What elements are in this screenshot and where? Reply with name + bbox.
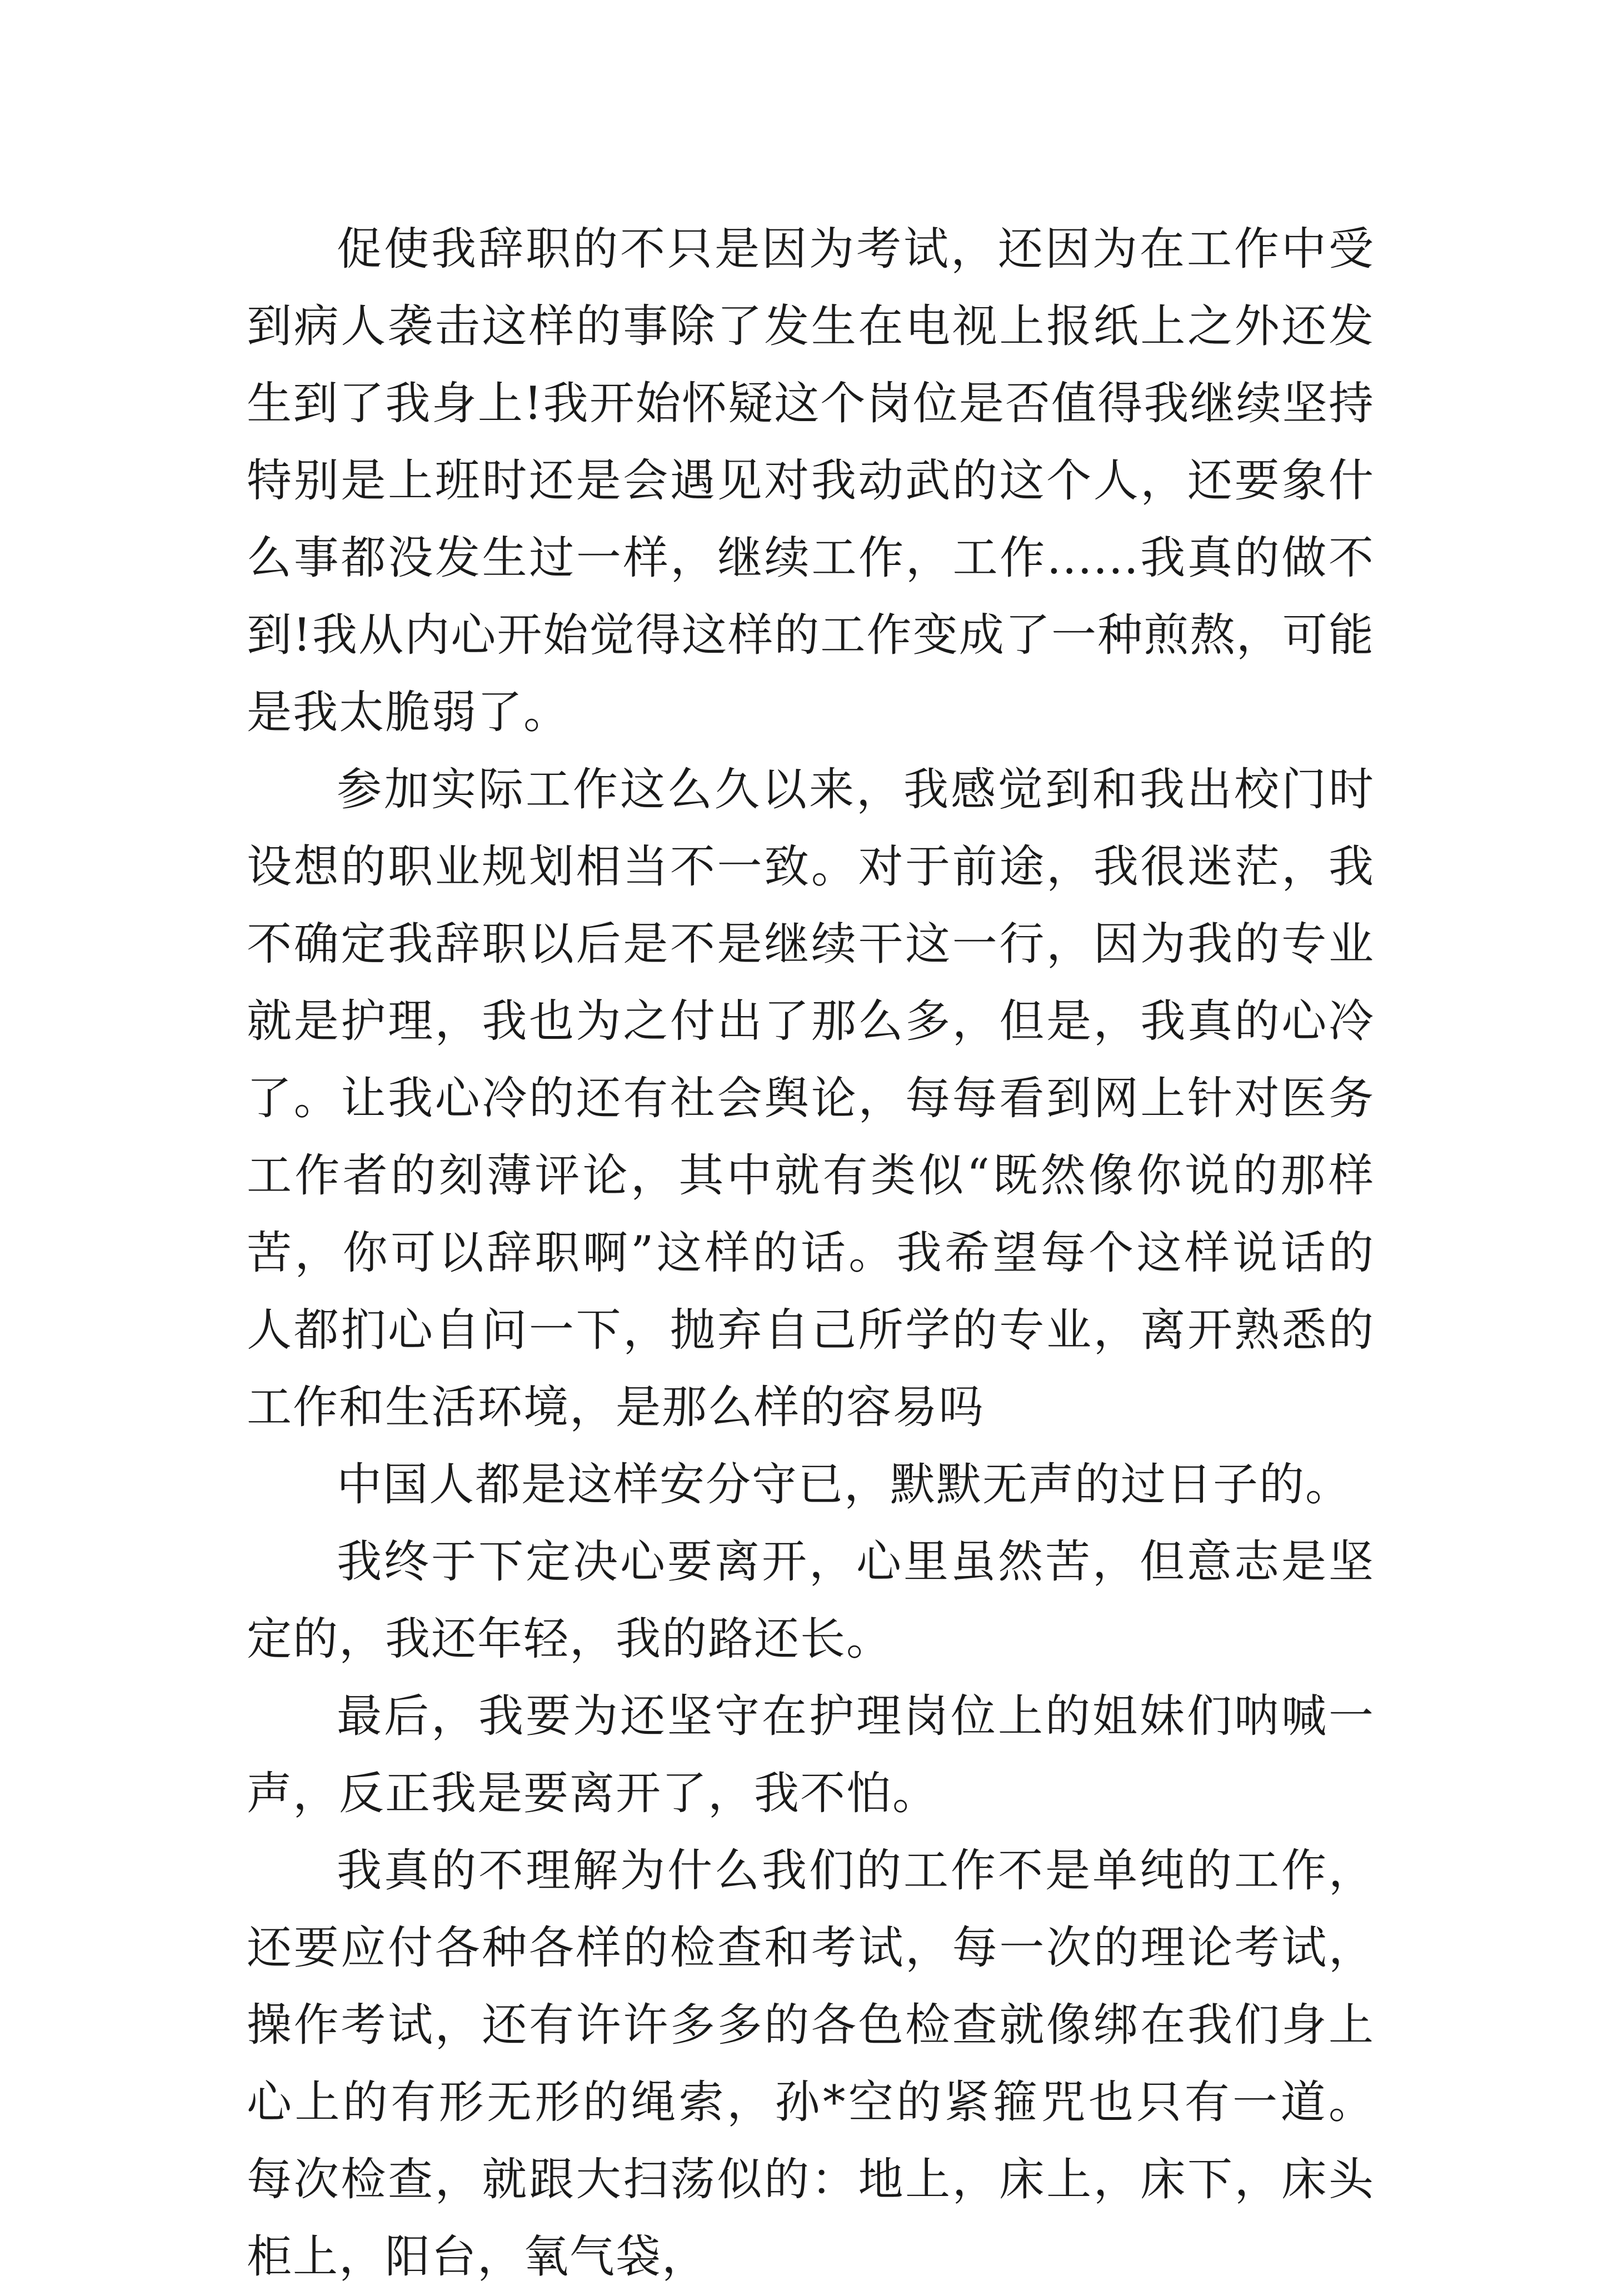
paragraph-quiet-life: 中国人都是这样安分守已，默默无声的过日子的。 bbox=[337, 1459, 1352, 1511]
paragraph-career-doubts: 参加实际工作这么久以来，我感觉到和我出校门时设想的职业规划相当不一致。对于前途，我很迷茫，我不确定我辞职以后是不是继续干这一行，因为我的专业就是护理，我也为之付出了那么多，但是，我真的心冷了。让我心冷的还有社会舆论，每每看到网上针对医务工作者的刻薄评论，其中就有类似“既然像你说的那样苦，你可以辞职啊”这样的话。我希望每个这样说话的人都扪心自问一下，抛弃自己所学的专业，离开熟悉的工作和生活环境，是那么样的容易吗 bbox=[247, 764, 1375, 1434]
paragraph-inspections: 我真的不理解为什么我们的工作不是单纯的工作，还要应付各种各样的检查和考试，每一次的理论考试，操作考试，还有许许多多的各色检查就像绑在我们身上心上的有形无形的绳索，孙*空的紧箍咒也只有一道。每次检查，就跟大扫荡似的：地上，床上，床下，床头柜上，阳台，氧气袋， bbox=[247, 1845, 1375, 2283]
paragraph-decision: 我终于下定决心要离开，心里虽然苦，但意志是坚定的，我还年轻，我的路还长。 bbox=[247, 1536, 1375, 1665]
paragraph-resignation-reasons: 促使我辞职的不只是因为考试，还因为在工作中受到病人袭击这样的事除了发生在电视上报纸上之外还发生到了我身上!我开始怀疑这个岗位是否值得我继续坚持特别是上班时还是会遇见对我动武的这个人，还要象什么事都没发生过一样，继续工作，工作......我真的做不到!我从内心开始觉得这样的工作变成了一种煎熬，可能是我太脆弱了。 bbox=[247, 223, 1375, 739]
body-text bbox=[247, 211, 1375, 2296]
paragraph-call-out: 最后，我要为还坚守在护理岗位上的姐妹们呐喊一声，反正我是要离开了，我不怕。 bbox=[247, 1690, 1375, 1820]
